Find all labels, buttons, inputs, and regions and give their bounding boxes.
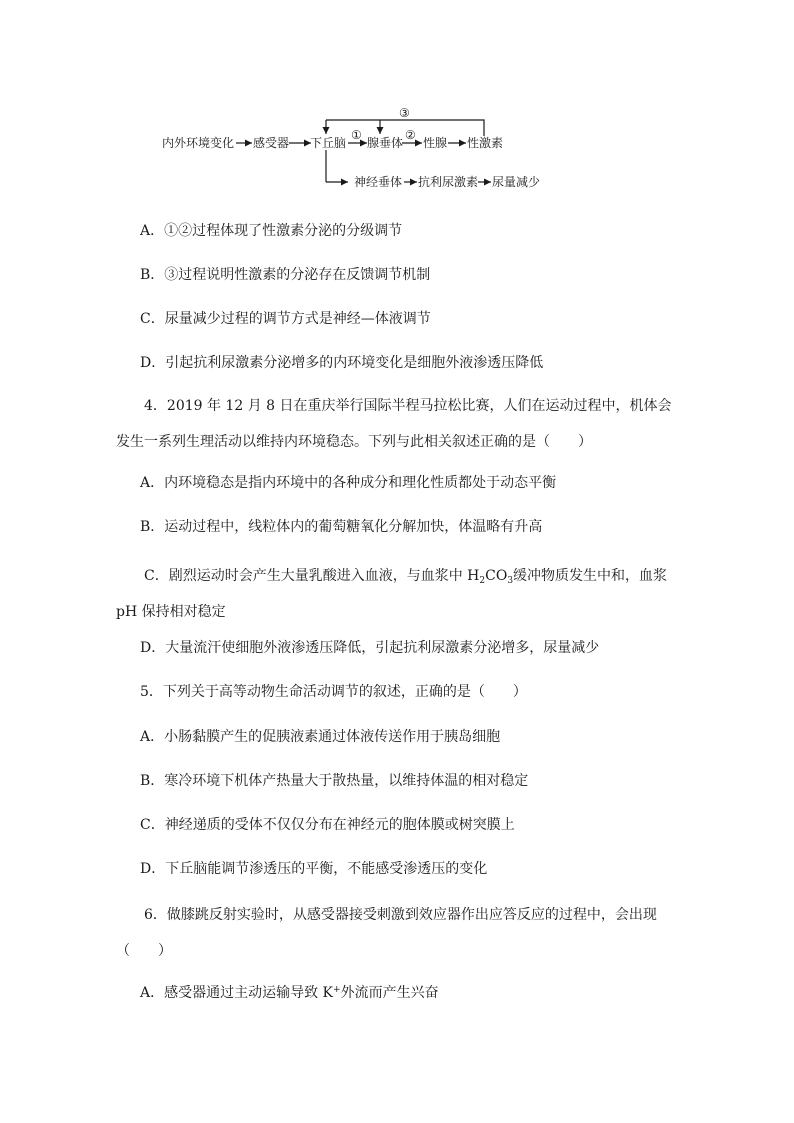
node-neurohypophysis: 神经垂体 (354, 175, 403, 189)
q5-option-b: B．寒冷环境下机体产热量大于散热量，以维持体温的相对稳定 (140, 773, 529, 789)
q3-option-b: B．③过程说明性激素的分泌存在反馈调节机制 (140, 267, 431, 283)
q4-stem-text: 4．2019 年 12 月 8 日在重庆举行国际半程马拉松比赛，人们在运动过程中，机体会发生一系列生理活动以维持内环境稳态。下列与此相关叙述正确的是（ ） (116, 398, 672, 450)
q5-option-a: A．小肠黏膜产生的促胰液素通过体液传送作用于胰岛细胞 (140, 729, 501, 745)
node-urine-decrease: 尿量减少 (492, 175, 541, 189)
label-process-3: ③ (399, 106, 410, 120)
node-hypothalamus: 下丘脑 (310, 136, 347, 150)
q4-option-b: B．运动过程中，线粒体内的葡萄糖氧化分解加快，体温略有升高 (140, 519, 543, 535)
q3-option-c: C．尿量减少过程的调节方式是神经—体液调节 (140, 311, 431, 327)
q4-stem (116, 388, 676, 460)
label-process-1: ① (351, 128, 362, 142)
q5-option-c: C．神经递质的受体不仅仅分布在神经元的胞体膜或树突膜上 (140, 817, 515, 833)
node-receptor: 感受器 (253, 136, 290, 150)
q3-option-a: A．①②过程体现了性激素分泌的分级调节 (140, 223, 403, 239)
q3-option-d: D．引起抗利尿激素分泌增多的内环境变化是细胞外液渗透压降低 (140, 355, 544, 371)
node-adenohypophysis: 腺垂体 (367, 136, 404, 150)
q4-option-a: A．内环境稳态是指内环境中的各种成分和理化性质都处于动态平衡 (140, 475, 557, 491)
node-sex-hormone: 性激素 (467, 136, 504, 150)
q4-option-d: D．大量流汗使细胞外液渗透压降低，引起抗利尿激素分泌增多，尿量减少 (140, 640, 600, 656)
q6-option-a: A．感受器通过主动运输导致 K+外流而产生兴奋 (140, 985, 439, 1001)
q5-stem: 5．下列关于高等动物生命活动调节的叙述，正确的是（ ） (140, 684, 527, 700)
q6-stem (116, 897, 676, 969)
hormone-regulation-diagram (0, 0, 794, 200)
q5-option-d: D．下丘脑能调节渗透压的平衡，不能感受渗透压的变化 (140, 861, 488, 877)
node-env-change: 内外环境变化 (162, 136, 235, 150)
node-adh: 抗利尿激素 (418, 175, 479, 189)
q4-option-c: C．剧烈运动时会产生大量乳酸进入血液，与血浆中 $H_2CO_3$缓冲物质发生中和，血浆 pH 保持相对稳定 (116, 568, 668, 620)
q6-stem-text: 6．做膝跳反射实验时，从感受器接受刺激到效应器作出应答反应的过程中，会出现（ ） (116, 907, 657, 959)
label-process-2: ② (405, 128, 416, 142)
node-gonad: 性腺 (423, 136, 448, 150)
